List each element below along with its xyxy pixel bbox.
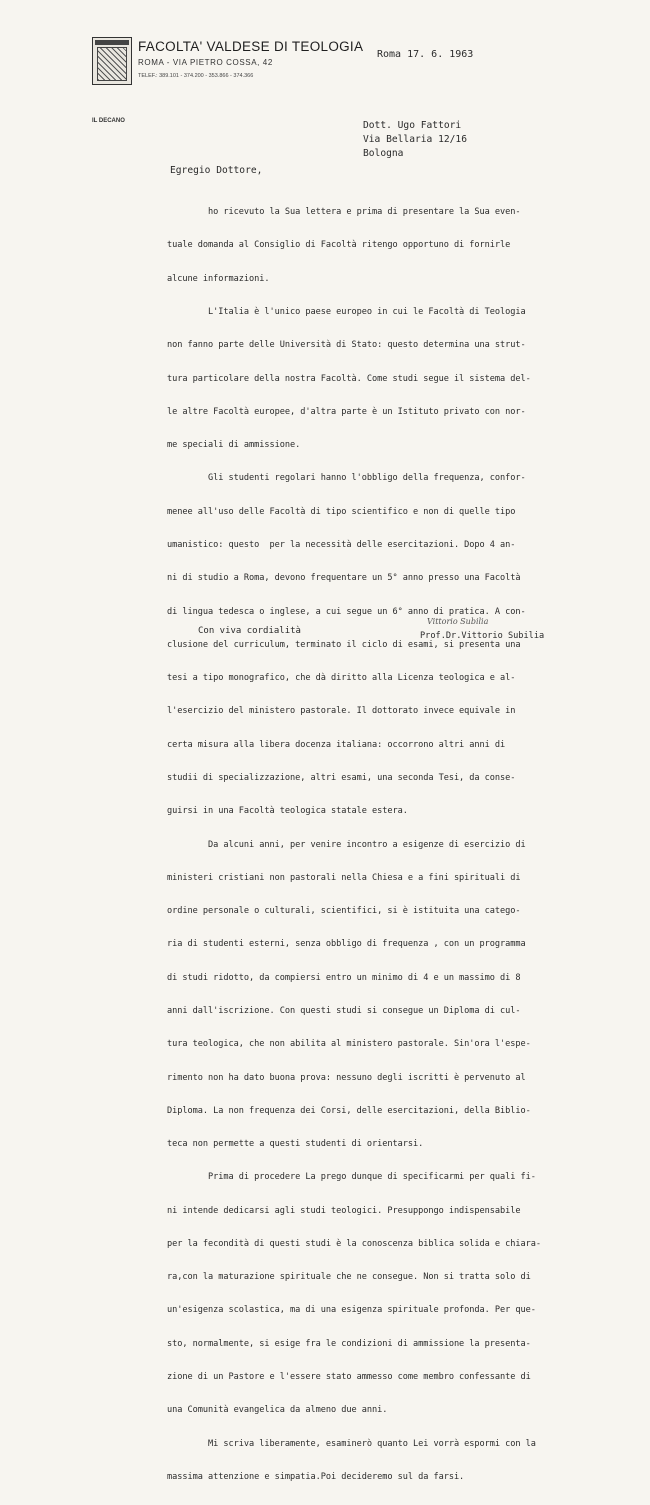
body-line: L'Italia è l'unico paese europeo in cui le Facoltà di Teologia bbox=[167, 307, 526, 318]
body-line: zione di un Pastore e l'essere stato ammesso come membro confessante di bbox=[167, 1372, 531, 1383]
body-line: studii di specializzazione, altri esami, una seconda Tesi, da conse- bbox=[167, 772, 516, 783]
body-line: massima attenzione e simpatia.Poi decideremo sul da farsi. bbox=[167, 1471, 465, 1482]
body-line: alcune informazioni. bbox=[167, 273, 270, 284]
body-line: non fanno parte delle Università di Stato: questo determina una strut- bbox=[167, 340, 526, 351]
body-line: umanistico: questo per la necessità delle esercitazioni. Dopo 4 an- bbox=[167, 540, 516, 550]
body-line: Mi scriva liberamente, esaminerò quanto Lei vorrà espormi con la bbox=[167, 1438, 536, 1449]
salutation: Egregio Dottore, bbox=[170, 165, 263, 176]
body-line: me speciali di ammissione. bbox=[167, 440, 301, 451]
body-line: menee all'uso delle Facoltà di tipo scientifico e non di quelle tipo bbox=[167, 506, 516, 517]
body-line: l'esercizio del ministero pastorale. Il dottorato invece equivale in bbox=[167, 706, 516, 717]
body-line: rimento non ha dato buona prova: nessuno degli iscritti è pervenuto al bbox=[167, 1072, 526, 1083]
place-date: Roma 17. 6. 1963 bbox=[377, 49, 474, 60]
recipient-block bbox=[363, 119, 467, 161]
body-line: di lingua tedesca o inglese, a cui segue un 6° anno di pratica. A con- bbox=[167, 606, 526, 617]
signatory-name: Prof.Dr.Vittorio Subilia bbox=[420, 631, 545, 641]
body-line: tura particolare della nostra Facoltà. Come studi segue il sistema del- bbox=[167, 373, 531, 384]
dean-label: IL DECANO bbox=[92, 118, 125, 124]
body-line: teca non permette a questi studenti di orientarsi. bbox=[167, 1139, 424, 1150]
body-line: tura teologica, che non abilita al ministero pastorale. Sin'ora l'espe- bbox=[167, 1039, 531, 1050]
body-line: tuale domanda al Consiglio di Facoltà ritengo opportuno di fornirle bbox=[167, 240, 511, 251]
body-line: clusione del curriculum, terminato il ciclo di esami, si presenta una bbox=[167, 639, 521, 650]
recipient-street: Via Bellaria 12/16 bbox=[363, 134, 467, 145]
body-line: le altre Facoltà europee, d'altra parte è un Istituto privato con nor- bbox=[167, 406, 526, 417]
body-line: Prima di procedere La prego dunque di specificarmi per quali fi- bbox=[167, 1172, 536, 1183]
institution-phone: TELEF.: 389.101 - 374.200 - 353.866 - 374.366 bbox=[138, 73, 254, 79]
body-line: ni intende dedicarsi agli studi teologici. Presuppongo indispensabile bbox=[167, 1205, 521, 1216]
handwritten-signature: Vittorio Subilia bbox=[427, 617, 489, 626]
body-line: ministeri cristiani non pastorali nella Chiesa e a fini spirituali di bbox=[167, 872, 521, 883]
recipient-name: Dott. Ugo Fattori bbox=[363, 120, 462, 131]
body-line: sto, normalmente, si esige fra le condizioni di ammissione la presenta- bbox=[167, 1338, 531, 1349]
body-line: certa misura alla libera docenza italiana: occorrono altri anni di bbox=[167, 739, 506, 750]
body-line: ordine personale o culturali, scientifici, si è istituita una catego- bbox=[167, 906, 521, 917]
closing-line: Con viva cordialità bbox=[198, 626, 301, 636]
seal-emblem-icon bbox=[92, 37, 132, 85]
body-line: di studi ridotto, da compiersi entro un minimo di 4 e un massimo di 8 bbox=[167, 972, 521, 983]
institution-address: ROMA - VIA PIETRO COSSA, 42 bbox=[138, 58, 273, 67]
body-line: ho ricevuto la Sua lettera e prima di presentare la Sua even- bbox=[167, 207, 521, 218]
body-line: Gli studenti regolari hanno l'obbligo della frequenza, confor- bbox=[167, 473, 526, 484]
institution-name: FACOLTA' VALDESE DI TEOLOGIA bbox=[138, 39, 364, 54]
body-line: ra,con la maturazione spirituale che ne consegue. Non si tratta solo di bbox=[167, 1272, 531, 1283]
letter-body bbox=[167, 185, 547, 1505]
body-line: un'esigenza scolastica, ma di una esigenza spirituale profonda. Per que- bbox=[167, 1305, 536, 1316]
recipient-city: Bologna bbox=[363, 148, 404, 159]
body-line: ria di studenti esterni, senza obbligo di frequenza , con un programma bbox=[167, 939, 526, 950]
body-line: una Comunità evangelica da almeno due anni. bbox=[167, 1405, 388, 1416]
body-line: guirsi in una Facoltà teologica statale estera. bbox=[167, 806, 408, 817]
body-line: per la fecondità di questi studi è la conoscenza biblica solida e chiara- bbox=[167, 1238, 542, 1249]
body-line: anni dall'iscrizione. Con questi studi si consegue un Diploma di cul- bbox=[167, 1005, 521, 1016]
body-line: Diploma. La non frequenza dei Corsi, delle esercitazioni, della Biblio- bbox=[167, 1105, 531, 1116]
body-line: Da alcuni anni, per venire incontro a esigenze di esercizio di bbox=[167, 839, 526, 850]
body-line: tesi a tipo monografico, che dà diritto alla Licenza teologica e al- bbox=[167, 673, 516, 684]
body-line: ni di studio a Roma, devono frequentare un 5° anno presso una Facoltà bbox=[167, 573, 521, 584]
